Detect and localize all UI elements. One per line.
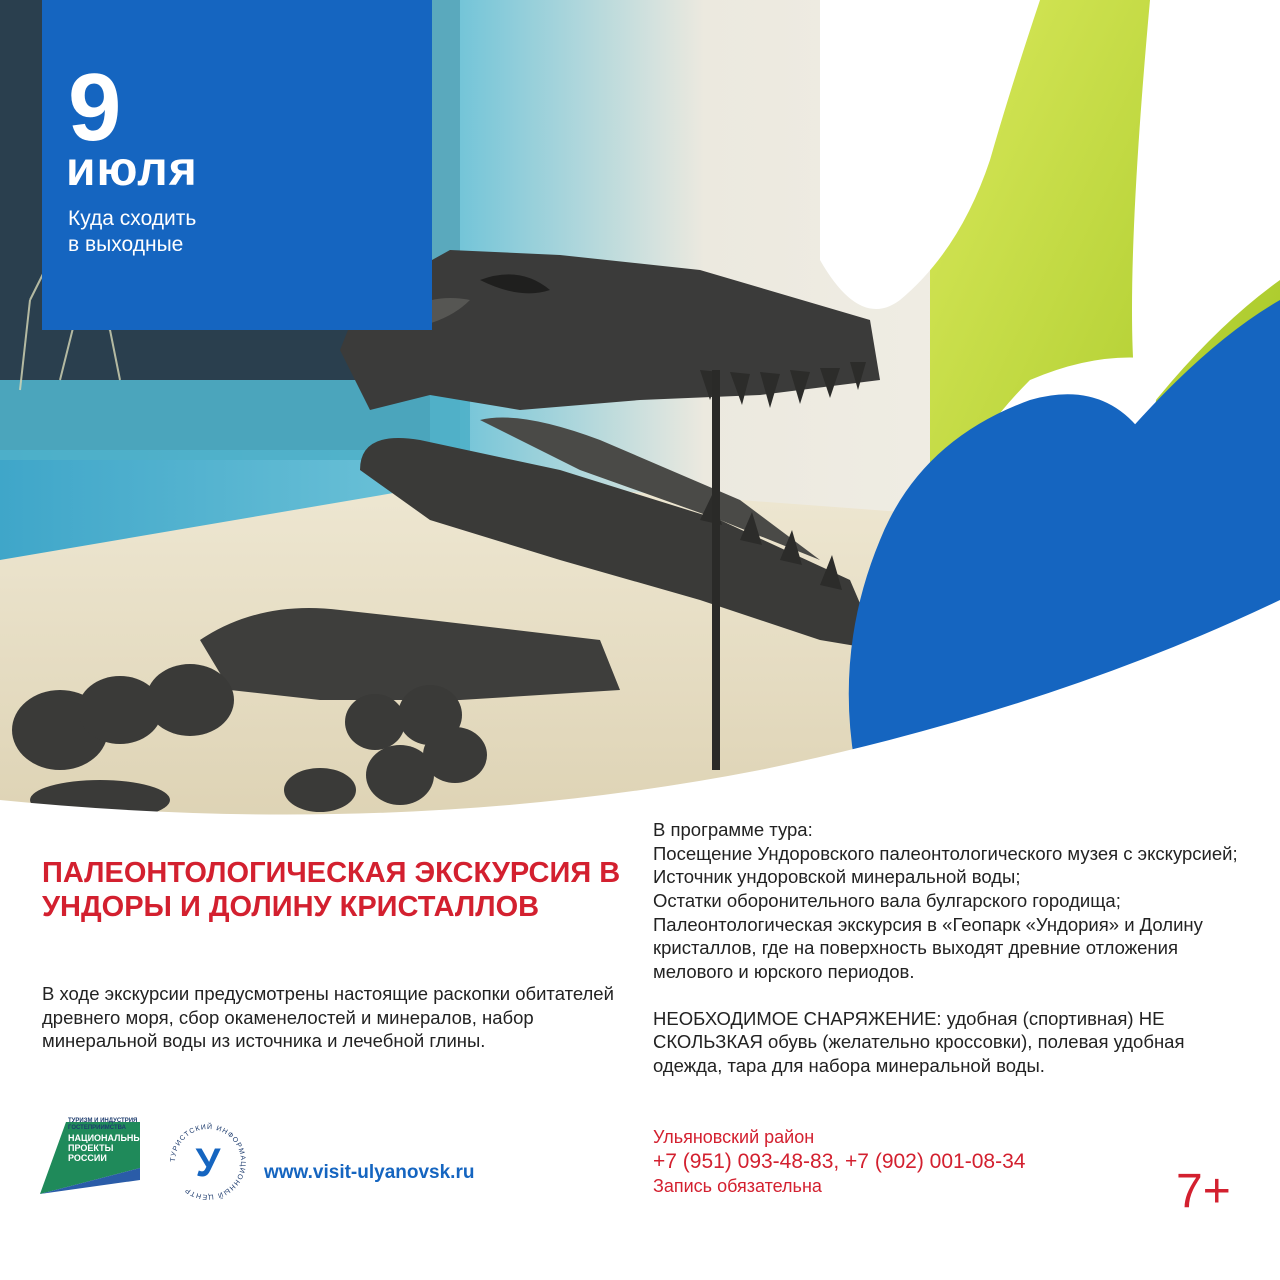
tic-letter: У (195, 1141, 221, 1185)
date-subtitle (68, 206, 368, 259)
date-day: 9 (68, 54, 122, 161)
national-projects-logo (40, 1118, 149, 1196)
website-link[interactable]: www.visit-ulyanovsk.ru (264, 1162, 475, 1183)
program-item: Палеонтологическая экскурсия в «Геопарк «Ундория» и Долину кристаллов, где на поверхность выходят древние отложения мелового и юрского периодов. (653, 913, 1203, 983)
district: Ульяновский район (653, 1127, 815, 1147)
booking-note: Запись обязательна (653, 1175, 822, 1196)
equipment-note: НЕОБХОДИМОЕ СНАРЯЖЕНИЕ: удобная (спортивная) НЕ СКОЛЬЗКАЯ обувь (желательно кроссовки), полевая удобная одежда, тара для набора минеральной воды. (653, 1007, 1185, 1077)
date-subtitle-line2: в выходные (68, 233, 184, 257)
spacer (653, 984, 1253, 1007)
date-month: июля (66, 143, 198, 196)
age-rating: 7+ (1176, 1165, 1231, 1218)
phone-numbers[interactable]: +7 (951) 093-48-83, +7 (902) 001-08-34 (653, 1149, 1026, 1173)
date-subtitle-line1: Куда сходить (68, 207, 197, 230)
date-card (42, 0, 432, 330)
tour-program (653, 818, 1253, 1078)
contact-block (653, 1126, 1173, 1197)
program-item: Источник ундоровской минеральной воды; (653, 866, 1021, 888)
national-projects-name: НАЦИОНАЛЬНЫЕ ПРОЕКТЫ РОССИИ (68, 1133, 149, 1163)
tic-ring-text: ТУРИСТСКИЙ ИНФОРМАЦИОННЫЙ ЦЕНТР (169, 1123, 247, 1201)
event-intro: В ходе экскурсии предусмотрены настоящие раскопки обитателей древнего моря, сбор окаменелостей и минералов, набор минеральной воды из источника и лечебной глины. (42, 983, 614, 1052)
event-title: ПАЛЕОНТОЛОГИЧЕСКАЯ ЭКСКУРСИЯ В УНДОРЫ И ДОЛИНУ КРИСТАЛЛОВ (42, 857, 621, 924)
program-item: Остатки оборонительного вала булгарского городища; (653, 890, 1121, 912)
program-heading: В программе тура: (653, 819, 813, 840)
program-item: Посещение Ундоровского палеонтологического музея с экскурсией; (653, 842, 1238, 864)
tic-emblem-icon (166, 1120, 250, 1204)
national-projects-caption: ТУРИЗМ И ИНДУСТРИЯ ГОСТЕПРИИМСТВА (68, 1118, 138, 1132)
tourist-info-center-logo (166, 1120, 250, 1204)
